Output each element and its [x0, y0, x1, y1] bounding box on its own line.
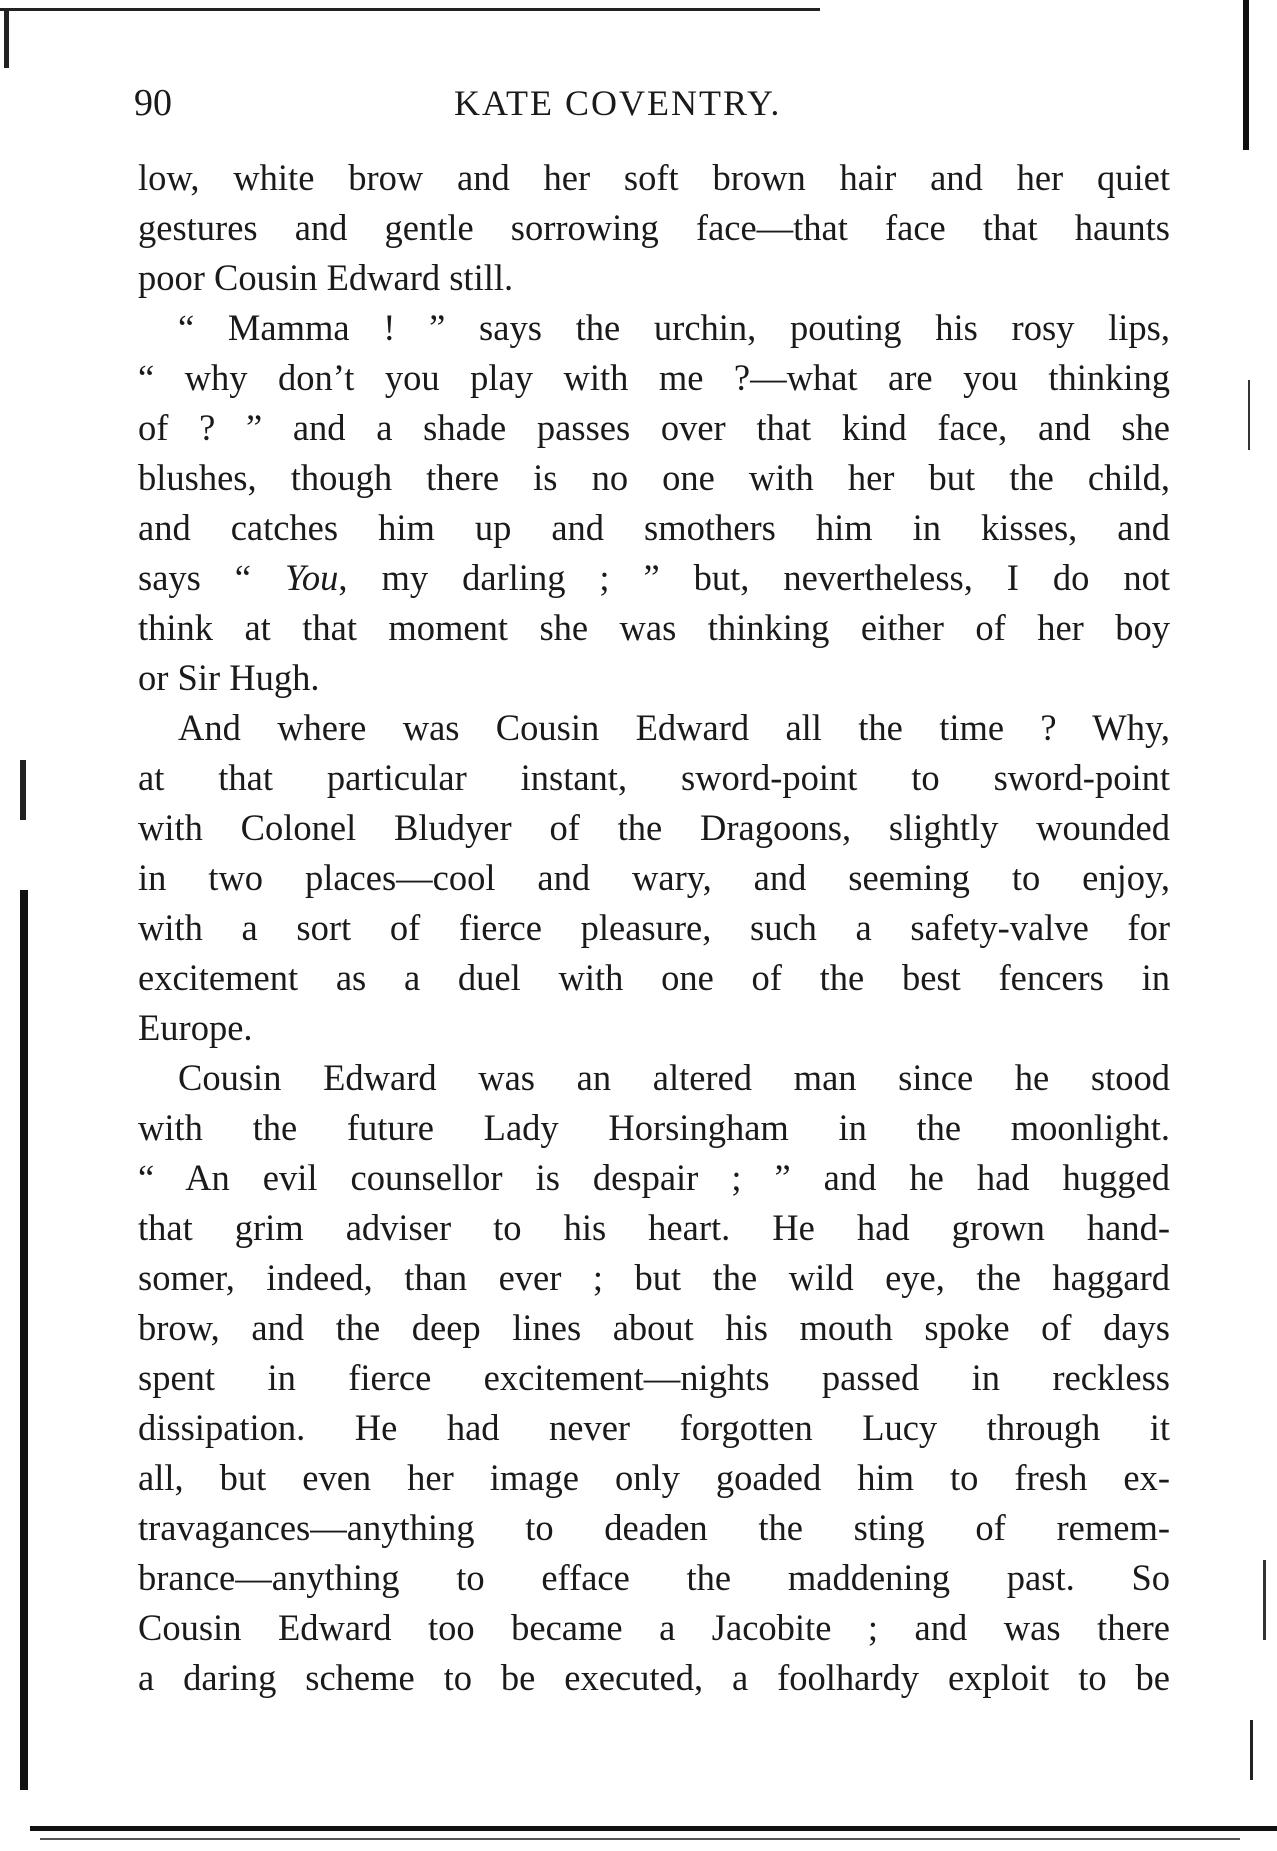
- text-line: or Sir Hugh.: [138, 657, 320, 698]
- scan-edge-right-bottom: [1250, 1720, 1253, 1780]
- text-line: “ Mamma ! ” says the urchin, pouting his rosy lips,: [178, 307, 1170, 348]
- scan-edge-top: [0, 8, 820, 11]
- text-line: travagances—anything to deaden the sting of remem-: [138, 1507, 1170, 1548]
- text-line: “ An evil counsellor is despair ; ” and he had hugged: [138, 1157, 1170, 1198]
- scan-edge-bottom: [30, 1826, 1277, 1831]
- text-line: dissipation. He had never forgotten Lucy through it: [138, 1407, 1170, 1448]
- text-line: with the future Lady Horsingham in the moonlight.: [138, 1107, 1170, 1148]
- text-line: Cousin Edward was an altered man since he stood: [178, 1057, 1170, 1098]
- text-line: somer, indeed, than ever ; but the wild eye, the haggard: [138, 1257, 1170, 1298]
- scan-edge-right-low: [1263, 1560, 1266, 1640]
- text-line: “ why don’t you play with me ?—what are you thinking: [138, 357, 1170, 398]
- text-line: And where was Cousin Edward all the time ? Why,: [178, 707, 1170, 748]
- text-line: with a sort of fierce pleasure, such a safety-valve for: [138, 907, 1170, 948]
- text-line: all, but even her image only goaded him to fresh ex-: [138, 1457, 1170, 1498]
- text-line: at that particular instant, sword-point to sword-point: [138, 757, 1170, 798]
- text-line: Cousin Edward too became a Jacobite ; and was there: [138, 1607, 1170, 1648]
- scan-edge-bottom-thin: [40, 1838, 1240, 1840]
- text-line: of ? ” and a shade passes over that kind face, and she: [138, 407, 1170, 448]
- scan-edge-right-mid: [1248, 380, 1250, 450]
- text-line: poor Cousin Edward still.: [138, 257, 514, 298]
- scan-edge-left: [20, 890, 28, 1790]
- text-line: think at that moment she was thinking either of her boy: [138, 607, 1170, 648]
- text-line: and catches him up and smothers him in kisses, and: [138, 507, 1170, 548]
- text-line: a daring scheme to be executed, a foolhardy exploit to be: [138, 1657, 1170, 1698]
- text-line: blushes, though there is no one with her but the child,: [138, 457, 1170, 498]
- text-line: with Colonel Bludyer of the Dragoons, slightly wounded: [138, 807, 1170, 848]
- body-text: [138, 153, 1170, 1703]
- text-line: Europe.: [138, 1007, 253, 1048]
- scan-edge-left-corner: [4, 8, 9, 68]
- scan-edge-left-mark: [20, 760, 26, 820]
- scan-edge-right-top: [1243, 0, 1249, 150]
- page-header: [134, 78, 1174, 138]
- emphasis: You: [284, 557, 339, 598]
- text-line: excitement as a duel with one of the best fencers in: [138, 957, 1170, 998]
- text-line: gestures and gentle sorrowing face—that face that haunts: [138, 207, 1170, 248]
- running-title: KATE COVENTRY.: [454, 83, 782, 123]
- text-line: brance—anything to efface the maddening past. So: [138, 1557, 1170, 1598]
- text-line: that grim adviser to his heart. He had grown hand-: [138, 1207, 1170, 1248]
- text-line: in two places—cool and wary, and seeming to enjoy,: [138, 857, 1170, 898]
- text-line: brow, and the deep lines about his mouth spoke of days: [138, 1307, 1170, 1348]
- page-number: 90: [134, 82, 172, 124]
- text-line: spent in fierce excitement—nights passed in reckless: [138, 1357, 1170, 1398]
- text-line: says “ You, my darling ; ” but, nevertheless, I do not: [138, 557, 1170, 598]
- text-line: low, white brow and her soft brown hair and her quiet: [138, 157, 1170, 198]
